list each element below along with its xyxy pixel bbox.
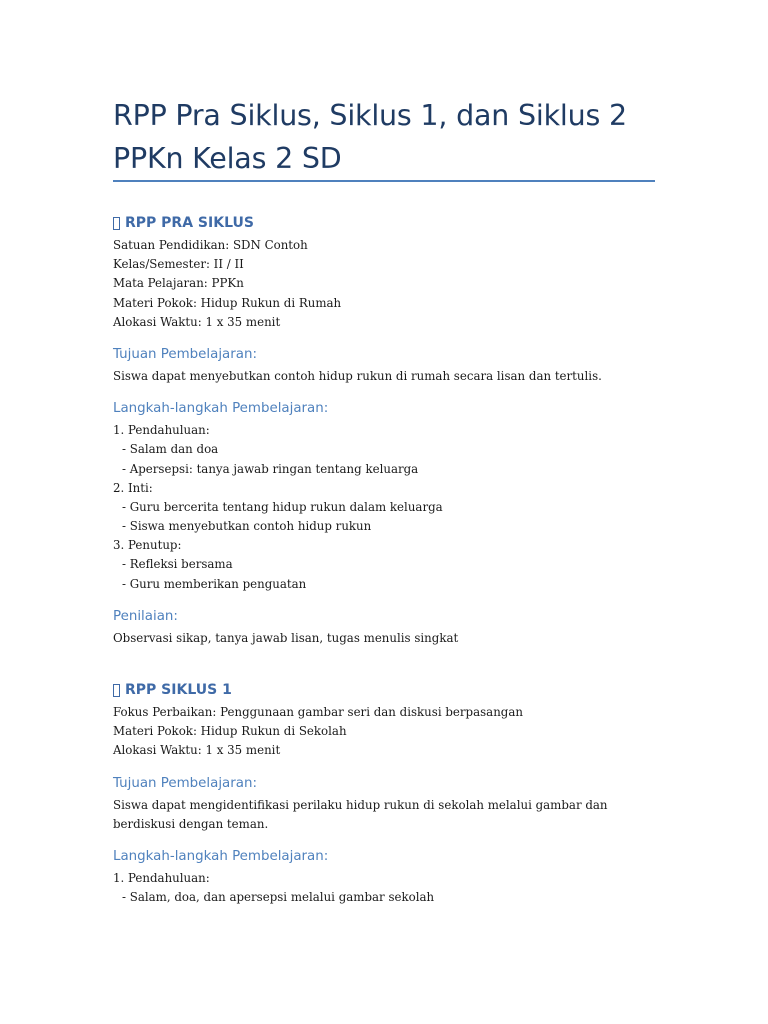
langkah-item: - Guru bercerita tentang hidup rukun dalam keluarga xyxy=(122,499,443,514)
langkah-item: - Salam, doa, dan apersepsi melalui gambar sekolah xyxy=(122,890,435,905)
title-line-1: RPP Pra Siklus, Siklus 1, dan Siklus 2 xyxy=(113,99,627,132)
subheading-tujuan: Tujuan Pembelajaran: xyxy=(113,346,257,362)
info-line: Mata Pelajaran: PPKn xyxy=(113,276,244,291)
langkah-item: 2. Inti: xyxy=(113,480,153,495)
langkah-item: 3. Penutup: xyxy=(113,538,182,553)
langkah-item: - Apersepsi: tanya jawab ringan tentang keluarga xyxy=(122,461,419,476)
section-heading-siklus-1 xyxy=(113,677,673,703)
langkah-item: 1. Pendahuluan: xyxy=(113,423,210,438)
section-heading-pra-siklus xyxy=(113,210,673,236)
missing-glyph-icon xyxy=(113,684,120,697)
penilaian-text: Observasi sikap, tanya jawab lisan, tugas menulis singkat xyxy=(113,630,459,645)
langkah-item: - Siswa menyebutkan contoh hidup rukun xyxy=(122,519,372,534)
langkah-list xyxy=(113,869,673,907)
info-list xyxy=(113,703,673,761)
info-line: Fokus Perbaikan: Penggunaan gambar seri dan diskusi berpasangan xyxy=(113,705,523,719)
section-pra-siklus xyxy=(113,210,673,648)
document-body xyxy=(113,210,673,907)
section-siklus-1 xyxy=(113,677,673,907)
subheading-langkah: Langkah-langkah Pembelajaran: xyxy=(113,848,329,864)
info-line: Satuan Pendidikan: SDN Contoh xyxy=(113,238,308,252)
langkah-item: - Guru memberikan penguatan xyxy=(122,576,307,591)
info-line: Alokasi Waktu: 1 x 35 menit xyxy=(113,743,281,758)
tujuan-text: Siswa dapat mengidentifikasi perilaku hidup rukun di sekolah melalui gambar dan xyxy=(113,797,608,812)
info-list xyxy=(113,236,673,332)
section-heading-text: RPP SIKLUS 1 xyxy=(125,682,232,698)
langkah-item: - Refleksi bersama xyxy=(122,557,233,572)
info-line: Kelas/Semester: II / II xyxy=(113,257,244,272)
tujuan-text: Siswa dapat menyebutkan contoh hidup rukun di rumah secara lisan dan tertulis. xyxy=(113,368,602,383)
missing-glyph-icon xyxy=(113,217,120,230)
subheading-langkah: Langkah-langkah Pembelajaran: xyxy=(113,401,329,417)
subheading-penilaian: Penilaian: xyxy=(113,608,178,624)
info-line: Materi Pokok: Hidup Rukun di Sekolah xyxy=(113,724,347,739)
langkah-list xyxy=(113,421,673,594)
document-title xyxy=(113,94,673,180)
section-heading-text: RPP PRA SIKLUS xyxy=(125,215,254,231)
tujuan-text: berdiskusi dengan teman. xyxy=(113,816,269,831)
title-underline-divider xyxy=(113,180,655,182)
langkah-item: - Salam dan doa xyxy=(122,442,219,457)
subheading-tujuan: Tujuan Pembelajaran: xyxy=(113,775,257,791)
info-line: Alokasi Waktu: 1 x 35 menit xyxy=(113,314,281,329)
langkah-item: 1. Pendahuluan: xyxy=(113,870,210,885)
info-line: Materi Pokok: Hidup Rukun di Rumah xyxy=(113,295,342,310)
title-line-2: PPKn Kelas 2 SD xyxy=(113,142,342,175)
